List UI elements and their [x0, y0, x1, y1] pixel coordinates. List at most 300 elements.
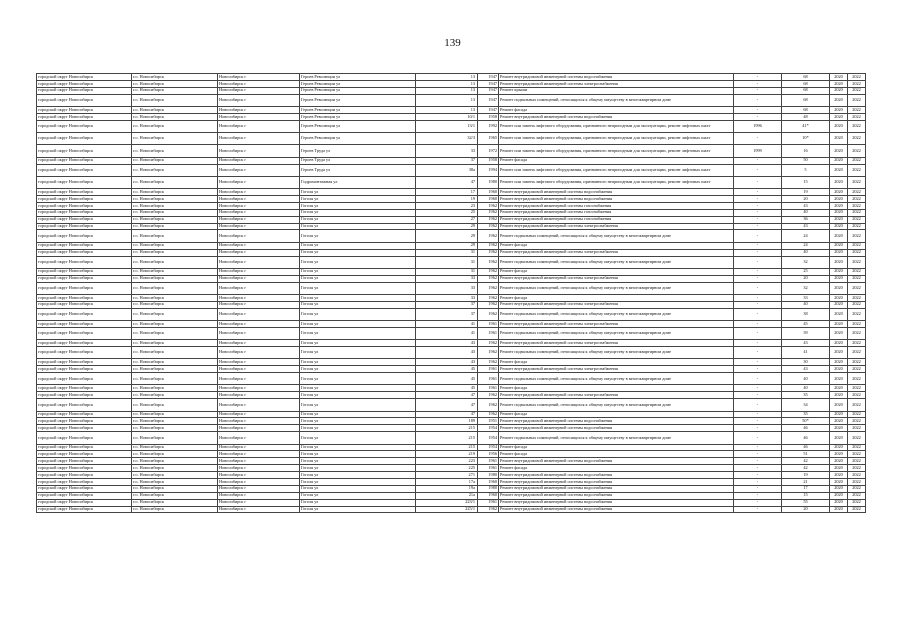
cell-district: г.о. Новосибирск	[132, 347, 218, 359]
cell-year: 1956	[478, 451, 499, 458]
cell-lift-year: -	[734, 164, 782, 176]
cell-lift-year: -	[734, 275, 782, 282]
cell-lift-year: -	[734, 308, 782, 320]
cell-year: 1961	[478, 499, 499, 506]
cell-settlement: Новосибирск г	[218, 472, 300, 479]
cell-municipality: городской округ Новосибирск	[37, 465, 132, 472]
cell-lift-year: -	[734, 392, 782, 399]
table-row	[37, 492, 866, 499]
table-row	[37, 425, 866, 432]
cell-wear: 46	[782, 425, 830, 432]
cell-house: 43	[416, 347, 478, 359]
cell-lift-year: -	[734, 465, 782, 472]
cell-settlement: Новосибирск г	[218, 478, 300, 485]
cell-municipality: городской округ Новосибирск	[37, 106, 132, 113]
cell-end-year: 2022	[848, 223, 866, 230]
cell-lift-year: -	[734, 327, 782, 339]
cell-street: Гоголя ул	[300, 249, 416, 256]
cell-start-year: 2020	[830, 399, 848, 411]
cell-street: Героев Труда ул	[300, 164, 416, 176]
cell-year: 1962	[478, 340, 499, 347]
cell-year: 1961	[478, 385, 499, 392]
cell-street: Гоголя ул	[300, 472, 416, 479]
cell-end-year: 2022	[848, 492, 866, 499]
cell-start-year: 2020	[830, 282, 848, 294]
cell-municipality: городской округ Новосибирск	[37, 189, 132, 196]
cell-settlement: Новосибирск г	[218, 176, 300, 188]
cell-start-year: 2020	[830, 444, 848, 451]
cell-end-year: 2022	[848, 133, 866, 145]
cell-year: 1962	[478, 216, 499, 223]
cell-wear: 40	[782, 209, 830, 216]
table-row	[37, 373, 866, 385]
cell-district: г.о. Новосибирск	[132, 444, 218, 451]
cell-house: 29	[416, 242, 478, 249]
cell-wear: 42	[782, 458, 830, 465]
cell-start-year: 2020	[830, 472, 848, 479]
table-row	[37, 485, 866, 492]
cell-municipality: городской округ Новосибирск	[37, 145, 132, 157]
cell-district: г.о. Новосибирск	[132, 411, 218, 418]
cell-house: 225/1	[416, 506, 478, 513]
cell-municipality: городской округ Новосибирск	[37, 209, 132, 216]
cell-lift-year: -	[734, 458, 782, 465]
cell-start-year: 2020	[830, 418, 848, 425]
cell-street: Гоголя ул	[300, 189, 416, 196]
cell-wear: 20	[782, 506, 830, 513]
cell-end-year: 2022	[848, 74, 866, 81]
cell-district: г.о. Новосибирск	[132, 321, 218, 328]
cell-district: г.о. Новосибирск	[132, 113, 218, 120]
cell-settlement: Новосибирск г	[218, 451, 300, 458]
table-row	[37, 87, 866, 94]
cell-end-year: 2022	[848, 87, 866, 94]
cell-settlement: Новосибирск г	[218, 196, 300, 203]
cell-work-type: Ремонт фасада	[499, 157, 734, 164]
cell-year: 1962	[478, 411, 499, 418]
cell-settlement: Новосибирск г	[218, 74, 300, 81]
cell-district: г.о. Новосибирск	[132, 465, 218, 472]
cell-district: г.о. Новосибирск	[132, 458, 218, 465]
cell-lift-year: -	[734, 366, 782, 373]
cell-start-year: 2020	[830, 87, 848, 94]
cell-house: 219	[416, 451, 478, 458]
cell-settlement: Новосибирск г	[218, 458, 300, 465]
cell-municipality: городской округ Новосибирск	[37, 492, 132, 499]
cell-end-year: 2022	[848, 113, 866, 120]
cell-district: г.о. Новосибирск	[132, 157, 218, 164]
cell-work-type: Ремонт внутридомовой инженерной системы водоснабжения	[499, 478, 734, 485]
cell-work-type: Ремонт фасада	[499, 268, 734, 275]
cell-work-type: Ремонт фасада	[499, 294, 734, 301]
cell-wear: 40	[782, 301, 830, 308]
table-row	[37, 472, 866, 479]
cell-year: 1947	[478, 87, 499, 94]
cell-district: г.о. Новосибирск	[132, 418, 218, 425]
cell-municipality: городской округ Новосибирск	[37, 506, 132, 513]
table-row	[37, 499, 866, 506]
cell-year: 1962	[478, 282, 499, 294]
cell-end-year: 2022	[848, 340, 866, 347]
cell-year: 1962	[478, 242, 499, 249]
cell-street: Гоголя ул	[300, 301, 416, 308]
cell-year: 1960	[478, 478, 499, 485]
cell-district: г.о. Новосибирск	[132, 145, 218, 157]
cell-settlement: Новосибирск г	[218, 347, 300, 359]
table-row	[37, 106, 866, 113]
cell-start-year: 2020	[830, 340, 848, 347]
cell-settlement: Новосибирск г	[218, 485, 300, 492]
cell-start-year: 2020	[830, 492, 848, 499]
cell-end-year: 2022	[848, 275, 866, 282]
cell-district: г.о. Новосибирск	[132, 425, 218, 432]
cell-end-year: 2022	[848, 359, 866, 366]
cell-district: г.о. Новосибирск	[132, 301, 218, 308]
cell-municipality: городской округ Новосибирск	[37, 451, 132, 458]
cell-street: Героев Революции ул	[300, 74, 416, 81]
cell-district: г.о. Новосибирск	[132, 282, 218, 294]
cell-end-year: 2022	[848, 485, 866, 492]
cell-start-year: 2020	[830, 485, 848, 492]
cell-district: г.о. Новосибирск	[132, 196, 218, 203]
cell-house: 13	[416, 94, 478, 106]
cell-street: Гоголя ул	[300, 327, 416, 339]
cell-work-type: Ремонт подвальных помещений, относящихся к общему имуществу в многоквартирном доме	[499, 327, 734, 339]
cell-house: 223	[416, 458, 478, 465]
cell-house: 37	[416, 308, 478, 320]
cell-work-type: Ремонт внутридомовой инженерной системы водоснабжения	[499, 492, 734, 499]
cell-district: г.о. Новосибирск	[132, 399, 218, 411]
cell-work-type: Ремонт внутридомовой инженерной системы водоснабжения	[499, 113, 734, 120]
cell-wear: 68	[782, 74, 830, 81]
cell-settlement: Новосибирск г	[218, 145, 300, 157]
cell-start-year: 2020	[830, 327, 848, 339]
cell-street: Гоголя ул	[300, 256, 416, 268]
cell-district: г.о. Новосибирск	[132, 392, 218, 399]
cell-municipality: городской округ Новосибирск	[37, 256, 132, 268]
cell-municipality: городской округ Новосибирск	[37, 268, 132, 275]
cell-municipality: городской округ Новосибирск	[37, 373, 132, 385]
cell-work-type: Ремонт внутридомовой инженерной системы электроснабжения	[499, 392, 734, 399]
table-row	[37, 230, 866, 242]
table-row	[37, 164, 866, 176]
table-row	[37, 399, 866, 411]
cell-lift-year: -	[734, 282, 782, 294]
cell-year: 1954	[478, 444, 499, 451]
table-row	[37, 202, 866, 209]
cell-wear: 16	[782, 145, 830, 157]
cell-lift-year: -	[734, 196, 782, 203]
cell-municipality: городской округ Новосибирск	[37, 399, 132, 411]
cell-end-year: 2022	[848, 249, 866, 256]
cell-settlement: Новосибирск г	[218, 301, 300, 308]
cell-end-year: 2022	[848, 242, 866, 249]
cell-street: Гоголя ул	[300, 196, 416, 203]
cell-municipality: городской округ Новосибирск	[37, 94, 132, 106]
cell-year: 1958	[478, 157, 499, 164]
cell-wear: 40	[782, 385, 830, 392]
cell-lift-year: -	[734, 256, 782, 268]
cell-start-year: 2020	[830, 506, 848, 513]
cell-municipality: городской округ Новосибирск	[37, 242, 132, 249]
cell-settlement: Новосибирск г	[218, 294, 300, 301]
cell-wear: 35	[782, 411, 830, 418]
cell-municipality: городской округ Новосибирск	[37, 425, 132, 432]
cell-municipality: городской округ Новосибирск	[37, 458, 132, 465]
cell-house: 13	[416, 87, 478, 94]
cell-wear: 51	[782, 451, 830, 458]
cell-wear: 36	[782, 216, 830, 223]
cell-house: 19	[416, 196, 478, 203]
cell-start-year: 2020	[830, 478, 848, 485]
cell-municipality: городской округ Новосибирск	[37, 80, 132, 87]
cell-street: Гоголя ул	[300, 432, 416, 444]
cell-work-type: Ремонт внутридомовой инженерной системы электроснабжения	[499, 223, 734, 230]
cell-work-type: Ремонт фасада	[499, 242, 734, 249]
cell-start-year: 2020	[830, 209, 848, 216]
cell-street: Героев Труда ул	[300, 157, 416, 164]
cell-street: Гоголя ул	[300, 411, 416, 418]
cell-work-type: Ремонт внутридомовой инженерной системы электроснабжения	[499, 301, 734, 308]
cell-street: Героев Революции ул	[300, 133, 416, 145]
cell-settlement: Новосибирск г	[218, 80, 300, 87]
table-row	[37, 223, 866, 230]
cell-start-year: 2020	[830, 242, 848, 249]
cell-street: Гоголя ул	[300, 478, 416, 485]
table-row	[37, 268, 866, 275]
cell-street: Гоголя ул	[300, 230, 416, 242]
cell-year: 1958	[478, 113, 499, 120]
cell-street: Героев Революции ул	[300, 106, 416, 113]
cell-start-year: 2020	[830, 432, 848, 444]
cell-start-year: 2020	[830, 411, 848, 418]
cell-wear: 50*	[782, 418, 830, 425]
cell-end-year: 2022	[848, 478, 866, 485]
cell-lift-year: -	[734, 80, 782, 87]
cell-end-year: 2022	[848, 202, 866, 209]
cell-settlement: Новосибирск г	[218, 202, 300, 209]
page-number: 139	[444, 37, 461, 49]
cell-end-year: 2022	[848, 321, 866, 328]
cell-end-year: 2022	[848, 209, 866, 216]
table-row	[37, 157, 866, 164]
cell-end-year: 2022	[848, 432, 866, 444]
cell-start-year: 2020	[830, 113, 848, 120]
cell-year: 1960	[478, 196, 499, 203]
cell-work-type: Ремонт внутридомовой инженерной системы водоснабжения	[499, 189, 734, 196]
cell-work-type: Ремонт внутридомовой инженерной системы газоснабжения	[499, 209, 734, 216]
cell-lift-year: -	[734, 432, 782, 444]
cell-district: г.о. Новосибирск	[132, 133, 218, 145]
cell-lift-year: -	[734, 189, 782, 196]
cell-lift-year: -	[734, 506, 782, 513]
cell-house: 33	[416, 294, 478, 301]
cell-house: 225	[416, 465, 478, 472]
cell-wear: 41	[782, 347, 830, 359]
cell-end-year: 2022	[848, 189, 866, 196]
cell-end-year: 2022	[848, 106, 866, 113]
cell-start-year: 2020	[830, 499, 848, 506]
cell-house: 215	[416, 432, 478, 444]
cell-settlement: Новосибирск г	[218, 216, 300, 223]
cell-year: 1962	[478, 209, 499, 216]
cell-lift-year: -	[734, 340, 782, 347]
cell-start-year: 2020	[830, 74, 848, 81]
table-row	[37, 327, 866, 339]
cell-work-type: Ремонт внутридомовой инженерной системы водоснабжения	[499, 418, 734, 425]
cell-settlement: Новосибирск г	[218, 189, 300, 196]
cell-work-type: Ремонт подвальных помещений, относящихся к общему имуществу в многоквартирном доме	[499, 282, 734, 294]
cell-lift-year: -	[734, 485, 782, 492]
cell-end-year: 2022	[848, 216, 866, 223]
cell-lift-year: -	[734, 499, 782, 506]
cell-work-type: Ремонт внутридомовой инженерной системы водоснабжения	[499, 499, 734, 506]
table-row	[37, 465, 866, 472]
table-row	[37, 478, 866, 485]
cell-year: 1962	[478, 223, 499, 230]
table-row	[37, 347, 866, 359]
cell-district: г.о. Новосибирск	[132, 209, 218, 216]
cell-start-year: 2020	[830, 425, 848, 432]
cell-settlement: Новосибирск г	[218, 94, 300, 106]
cell-work-type: Ремонт внутридомовой инженерной системы электроснабжения	[499, 340, 734, 347]
cell-end-year: 2022	[848, 385, 866, 392]
cell-end-year: 2022	[848, 418, 866, 425]
cell-house: 33	[416, 282, 478, 294]
cell-house: 13	[416, 80, 478, 87]
cell-street: Гоголя ул	[300, 242, 416, 249]
cell-street: Гоголя ул	[300, 209, 416, 216]
cell-street: Гоголя ул	[300, 392, 416, 399]
cell-start-year: 2020	[830, 359, 848, 366]
cell-lift-year: -	[734, 268, 782, 275]
cell-house: 33	[416, 145, 478, 157]
table-row	[37, 308, 866, 320]
cell-lift-year: 1999	[734, 145, 782, 157]
cell-work-type: Ремонт подвальных помещений, относящихся к общему имуществу в многоквартирном доме	[499, 256, 734, 268]
cell-start-year: 2020	[830, 392, 848, 399]
cell-year: 1962	[478, 301, 499, 308]
cell-year: 1961	[478, 327, 499, 339]
cell-street: Героев Революции ул	[300, 80, 416, 87]
cell-lift-year: -	[734, 87, 782, 94]
cell-year: 1947	[478, 94, 499, 106]
cell-lift-year: -	[734, 230, 782, 242]
cell-start-year: 2020	[830, 465, 848, 472]
cell-street: Гоголя ул	[300, 308, 416, 320]
cell-house: 43	[416, 359, 478, 366]
cell-wear: 30	[782, 359, 830, 366]
cell-work-type: Ремонт подвальных помещений, относящихся к общему имуществу в многоквартирном доме	[499, 347, 734, 359]
cell-district: г.о. Новосибирск	[132, 74, 218, 81]
cell-wear: 19	[782, 189, 830, 196]
cell-start-year: 2020	[830, 249, 848, 256]
cell-wear: 41*	[782, 120, 830, 132]
cell-work-type: Ремонт подвальных помещений, относящихся к общему имуществу в многоквартирном доме	[499, 373, 734, 385]
cell-lift-year: -	[734, 373, 782, 385]
cell-year: 1980	[478, 485, 499, 492]
cell-start-year: 2020	[830, 176, 848, 188]
cell-year: 1965	[478, 133, 499, 145]
cell-work-type: Ремонт внутридомовой инженерной системы водоснабжения	[499, 425, 734, 432]
cell-district: г.о. Новосибирск	[132, 499, 218, 506]
cell-street: Гоголя ул	[300, 294, 416, 301]
cell-year: 1962	[478, 202, 499, 209]
cell-wear: 38	[782, 308, 830, 320]
cell-end-year: 2022	[848, 327, 866, 339]
cell-municipality: городской округ Новосибирск	[37, 157, 132, 164]
cell-street: Гоголя ул	[300, 492, 416, 499]
cell-district: г.о. Новосибирск	[132, 202, 218, 209]
cell-municipality: городской округ Новосибирск	[37, 202, 132, 209]
cell-start-year: 2020	[830, 202, 848, 209]
cell-start-year: 2020	[830, 275, 848, 282]
cell-house: 17а	[416, 478, 478, 485]
cell-district: г.о. Новосибирск	[132, 327, 218, 339]
table-row	[37, 196, 866, 203]
table-row	[37, 74, 866, 81]
cell-wear: 32	[782, 256, 830, 268]
cell-wear: 10*	[782, 133, 830, 145]
cell-start-year: 2020	[830, 216, 848, 223]
cell-lift-year: -	[734, 418, 782, 425]
cell-work-type: Ремонт фасада	[499, 411, 734, 418]
cell-street: Героев Революции ул	[300, 87, 416, 94]
cell-municipality: городской округ Новосибирск	[37, 223, 132, 230]
cell-end-year: 2022	[848, 366, 866, 373]
cell-wear: 34	[782, 399, 830, 411]
cell-street: Гоголя ул	[300, 506, 416, 513]
cell-settlement: Новосибирск г	[218, 275, 300, 282]
cell-house: 41	[416, 327, 478, 339]
cell-settlement: Новосибирск г	[218, 506, 300, 513]
cell-settlement: Новосибирск г	[218, 340, 300, 347]
cell-work-type: Ремонт внутридомовой инженерной системы водоснабжения	[499, 485, 734, 492]
cell-district: г.о. Новосибирск	[132, 94, 218, 106]
cell-settlement: Новосибирск г	[218, 209, 300, 216]
cell-wear: 55	[782, 499, 830, 506]
cell-house: 29	[416, 223, 478, 230]
table-row	[37, 321, 866, 328]
table-row	[37, 256, 866, 268]
cell-municipality: городской округ Новосибирск	[37, 133, 132, 145]
table-row	[37, 80, 866, 87]
cell-lift-year: -	[734, 294, 782, 301]
cell-house: 41	[416, 321, 478, 328]
cell-settlement: Новосибирск г	[218, 308, 300, 320]
cell-start-year: 2020	[830, 308, 848, 320]
cell-work-type: Ремонт подвальных помещений, относящихся к общему имуществу в многоквартирном доме	[499, 399, 734, 411]
cell-work-type: Ремонт внутридомовой инженерной системы электроснабжения	[499, 249, 734, 256]
cell-work-type: Ремонт внутридомовой инженерной системы водоснабжения	[499, 196, 734, 203]
cell-wear: 46	[782, 432, 830, 444]
cell-wear: 68	[782, 94, 830, 106]
cell-work-type: Ремонт внутридомовой инженерной системы электроснабжения	[499, 321, 734, 328]
cell-work-type: Ремонт внутридомовой инженерной системы водоснабжения	[499, 506, 734, 513]
cell-year: 1961	[478, 366, 499, 373]
cell-work-type: Ремонт внутридомовой инженерной системы водоснабжения	[499, 472, 734, 479]
cell-year: 1951	[478, 418, 499, 425]
cell-municipality: городской округ Новосибирск	[37, 321, 132, 328]
cell-lift-year: -	[734, 399, 782, 411]
cell-end-year: 2022	[848, 294, 866, 301]
cell-street: Гидромонтажная ул	[300, 176, 416, 188]
cell-house: 25	[416, 209, 478, 216]
cell-start-year: 2020	[830, 189, 848, 196]
cell-municipality: городской округ Новосибирск	[37, 74, 132, 81]
cell-lift-year: -	[734, 202, 782, 209]
cell-street: Гоголя ул	[300, 451, 416, 458]
